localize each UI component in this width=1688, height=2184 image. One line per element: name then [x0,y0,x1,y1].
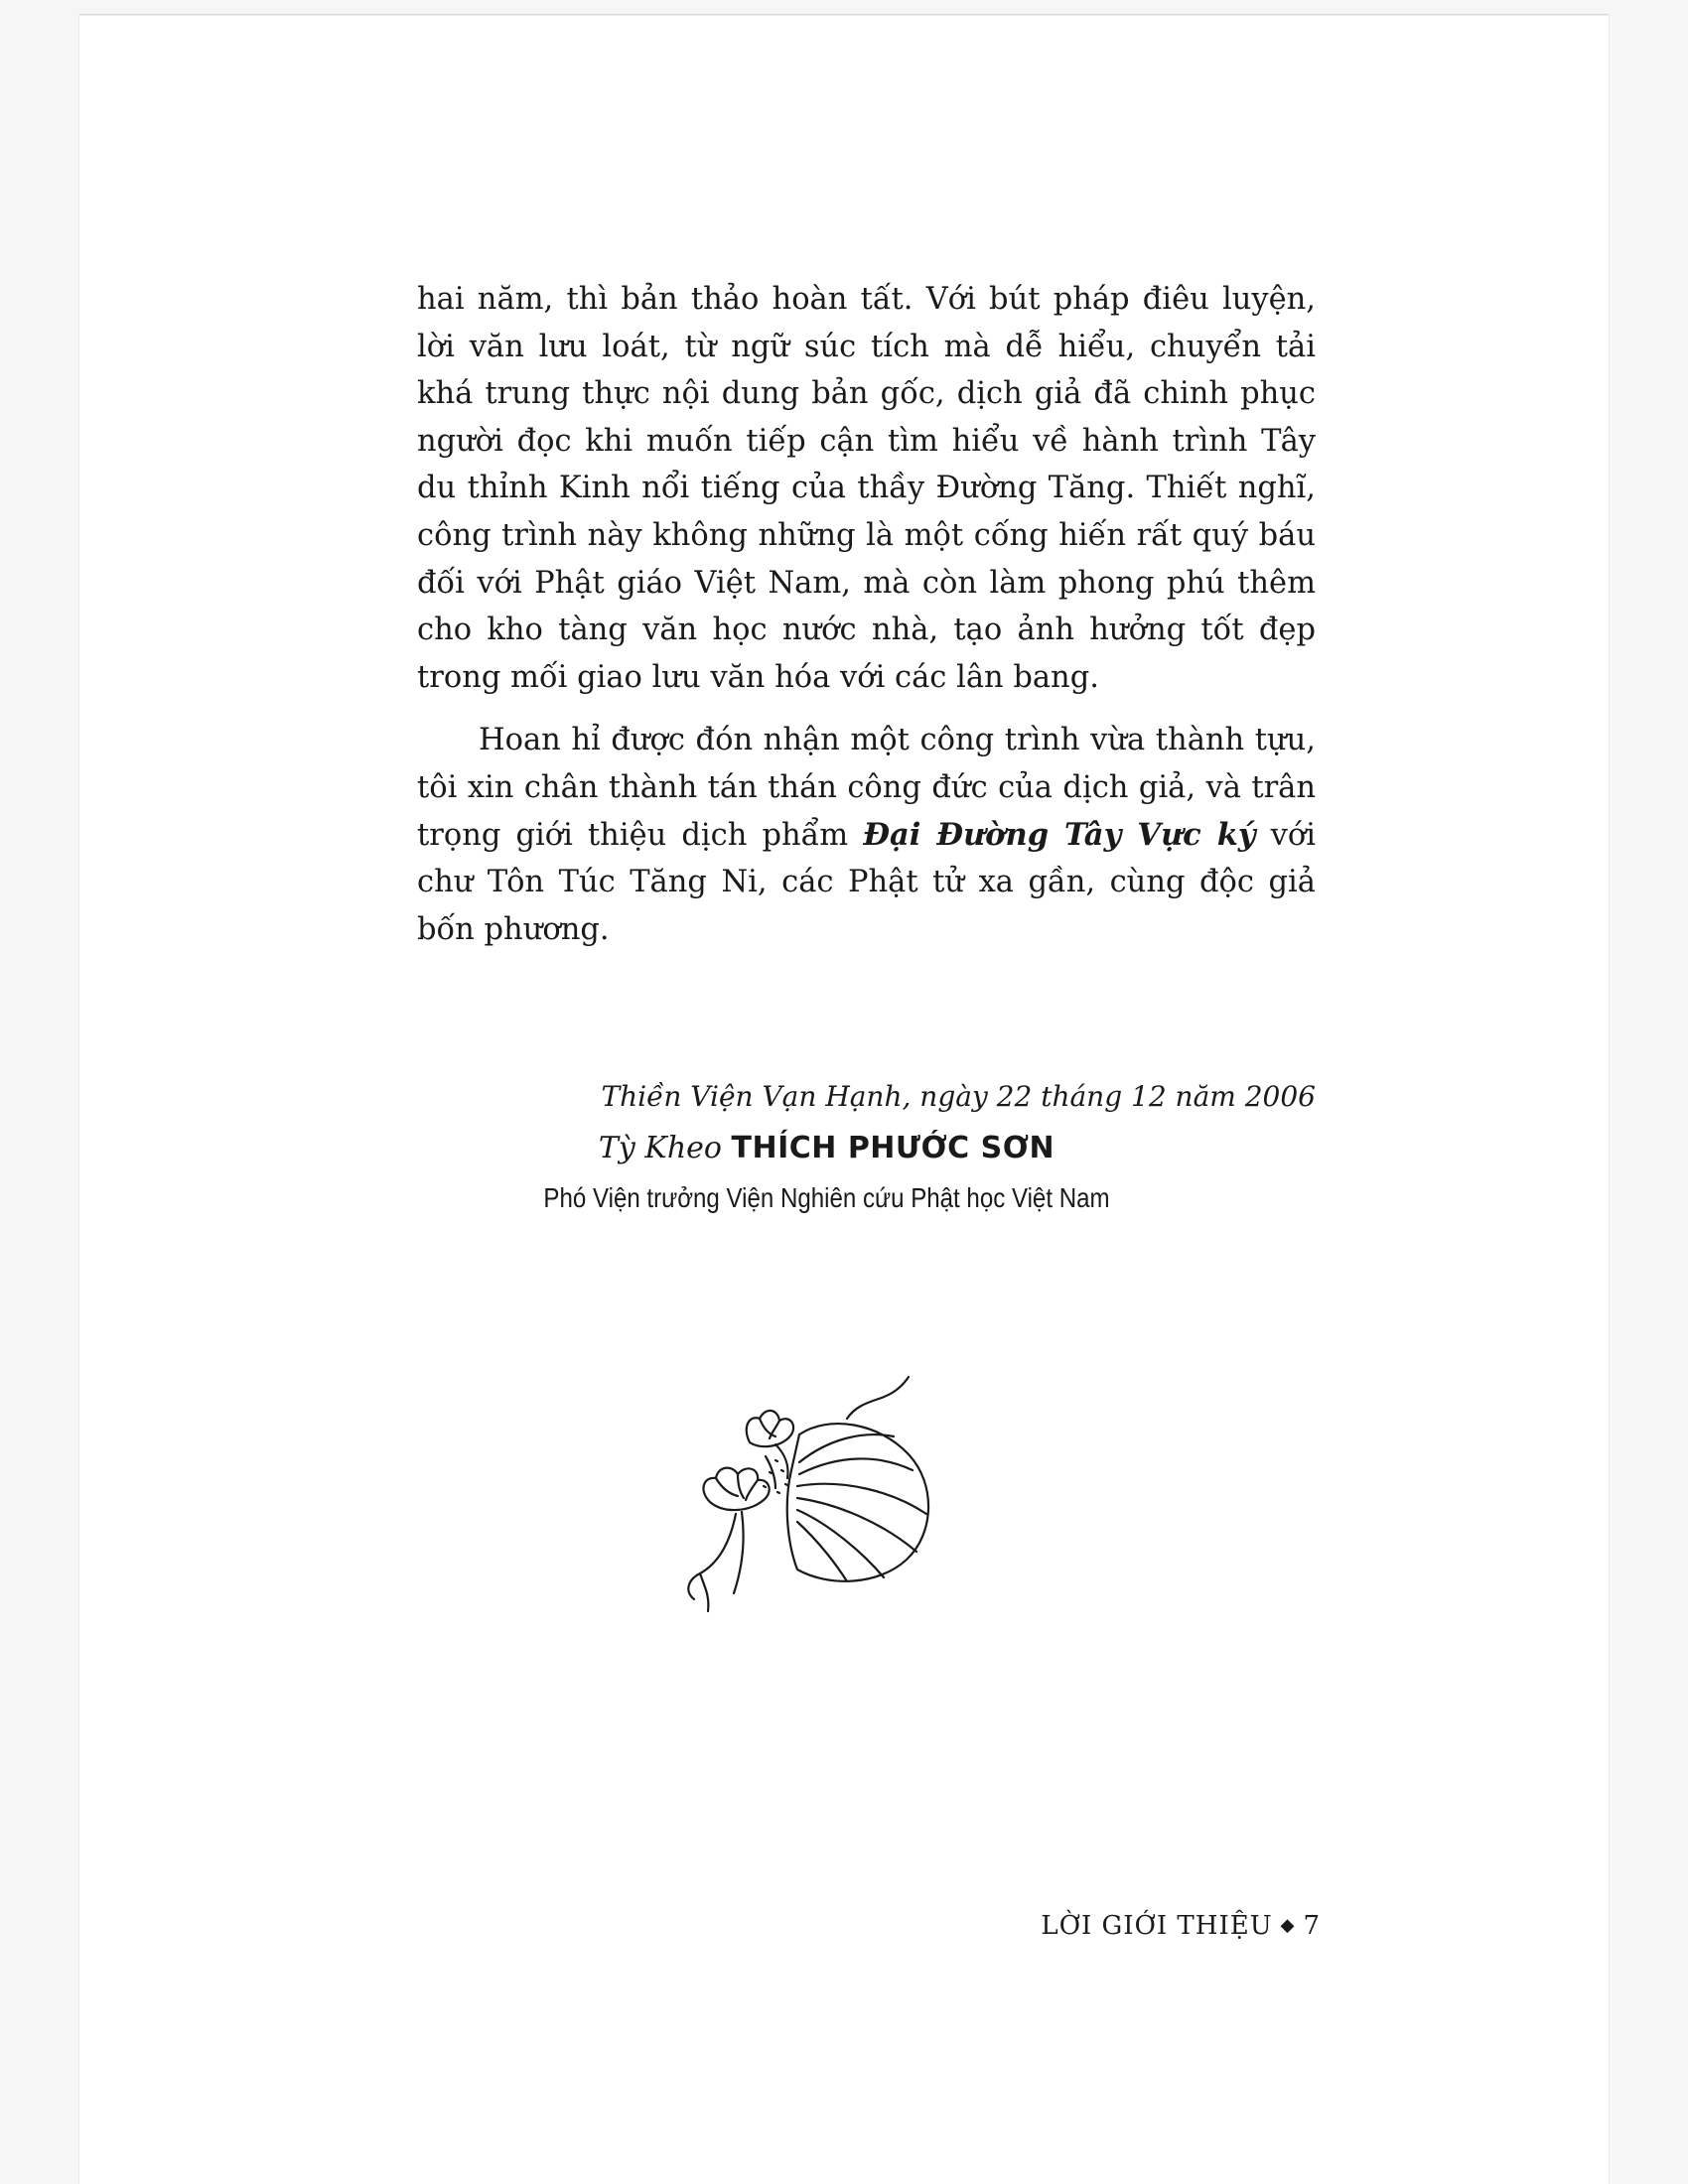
signature-name-line [417,1126,1236,1171]
body-text [417,276,1316,953]
page-number: 7 [1303,1911,1321,1941]
diamond-separator-icon: ◆ [1280,1915,1296,1936]
footer-section-title: LỜI GIỚI THIỆU [1041,1911,1273,1941]
signature-place-date: Thiền Viện Vạn Hạnh, ngày 22 tháng 12 năm 2006 [601,1080,1316,1113]
paragraph-2-end: với chư Tôn Túc Tăng Ni, các Phật tử xa gần, cùng độc giả bốn phương. [417,817,1317,947]
lotus-leaf-icon [680,1375,943,1618]
signature-block [417,1074,1316,1213]
page-footer [993,1911,1321,1941]
paragraph-2 [417,717,1316,953]
book-title: Đại Đường Tây Vực ký [863,816,1256,853]
signature-role: Phó Viện trưởng Viện Nghiên cứu Phật học Việt Nam [543,1182,1110,1213]
paragraph-1: hai năm, thì bản thảo hoàn tất. Với bút pháp điêu luyện, lời văn lưu loát, từ ngữ súc tích mà dễ hiểu, chuyển tải khá trung thực nội dung bản gốc, dịch giả đã chinh phục người đọc khi muốn tiếp cận tìm hiểu về hành trình Tây du thỉnh Kinh nổi tiếng của thầy Đường Tăng. Thiết nghĩ, công trình này không những là một cống hiến rất quý báu đối với Phật giáo Việt Nam, mà còn làm phong phú thêm cho kho tàng văn học nước nhà, tạo ảnh hưởng tốt đẹp trong mối giao lưu văn hóa với các lân bang. [417,282,1316,695]
signature-name: THÍCH PHƯỚC SƠN [731,1131,1055,1165]
signature-title: Tỳ Kheo [598,1131,722,1165]
paragraph-2-start: Hoan hỉ được đón nhận một công trình vừa thành tựu, tôi xin chân thành tán thán công đức của dịch giả, và trân trọng giới thiệu dịch phẩm [417,723,1316,853]
